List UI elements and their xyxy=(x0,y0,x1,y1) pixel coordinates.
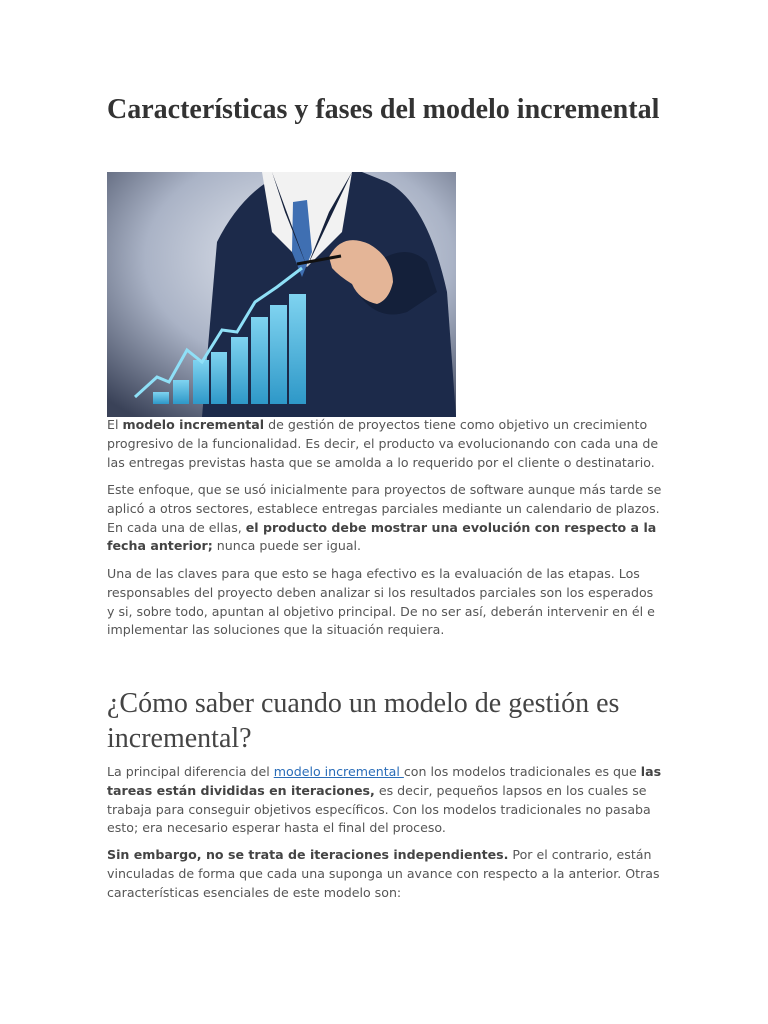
chart-bar xyxy=(173,380,189,404)
chart-bar xyxy=(153,392,169,404)
paragraph-approach xyxy=(107,481,663,556)
chart-bar xyxy=(289,294,306,404)
paragraph-intro xyxy=(107,416,663,472)
text: de gestión de proyectos tiene como objetivo un crecimiento progresivo de la funcionalidad. Es decir, el producto va evolucionando con cada una de las entregas previstas hasta que se amolda a lo requerido por el cliente o destinatario. xyxy=(107,417,659,470)
text: Este enfoque, que se usó inicialmente para proyectos de software aunque más tarde se aplicó a otros sectores, establece entregas parciales mediante un calendario de plazos. En cada una de ellas, xyxy=(107,482,662,535)
text: El xyxy=(107,417,123,432)
hero-image xyxy=(107,172,456,417)
text: nunca puede ser igual. xyxy=(212,538,362,554)
chart-bar xyxy=(270,305,287,404)
article-title: Características y fases del modelo incremental xyxy=(107,94,660,125)
bold-text: modelo incremental xyxy=(122,417,265,432)
chart-bar xyxy=(251,317,268,404)
text: es decir, pequeños lapsos en los cuales se trabaja para conseguir objetivos específicos. Con los modelos tradicionales no pasaba esto; era necesario esperar hasta el final del proceso. xyxy=(107,782,651,836)
chart-bar xyxy=(211,352,227,404)
bold-text: las tareas están divididas en iteraciones, xyxy=(107,764,662,798)
bold-text: el producto debe mostrar una evolución con respecto a la fecha anterior; xyxy=(107,519,657,554)
chart-bar xyxy=(231,337,248,404)
text: con los modelos tradicionales es que xyxy=(403,764,641,779)
paragraph-evaluation: Una de las claves para que esto se haga efectivo es la evaluación de las etapas. Los responsables del proyecto deben analizar si los resultados parciales son los esperados y si, sobre todo, apuntan al objetivo principal. De no ser así, deberán intervenir en él e implementar las soluciones que la situación requiera. xyxy=(107,566,655,638)
paragraph-difference xyxy=(107,763,663,838)
modelo-incremental-link[interactable]: modelo incremental xyxy=(273,764,404,779)
text: La principal diferencia del xyxy=(107,764,274,779)
section-heading: ¿Cómo saber cuando un modelo de gestión es incremental? xyxy=(107,688,620,754)
paragraph-iterations xyxy=(107,846,663,902)
chart-bar xyxy=(193,360,209,404)
text: Por el contrario, están vinculadas de forma que cada una suponga un avance con respecto a la anterior. Otras características esenciales de este modelo son: xyxy=(107,847,660,900)
bold-text: Sin embargo, no se trata de iteraciones independientes. xyxy=(107,847,509,862)
